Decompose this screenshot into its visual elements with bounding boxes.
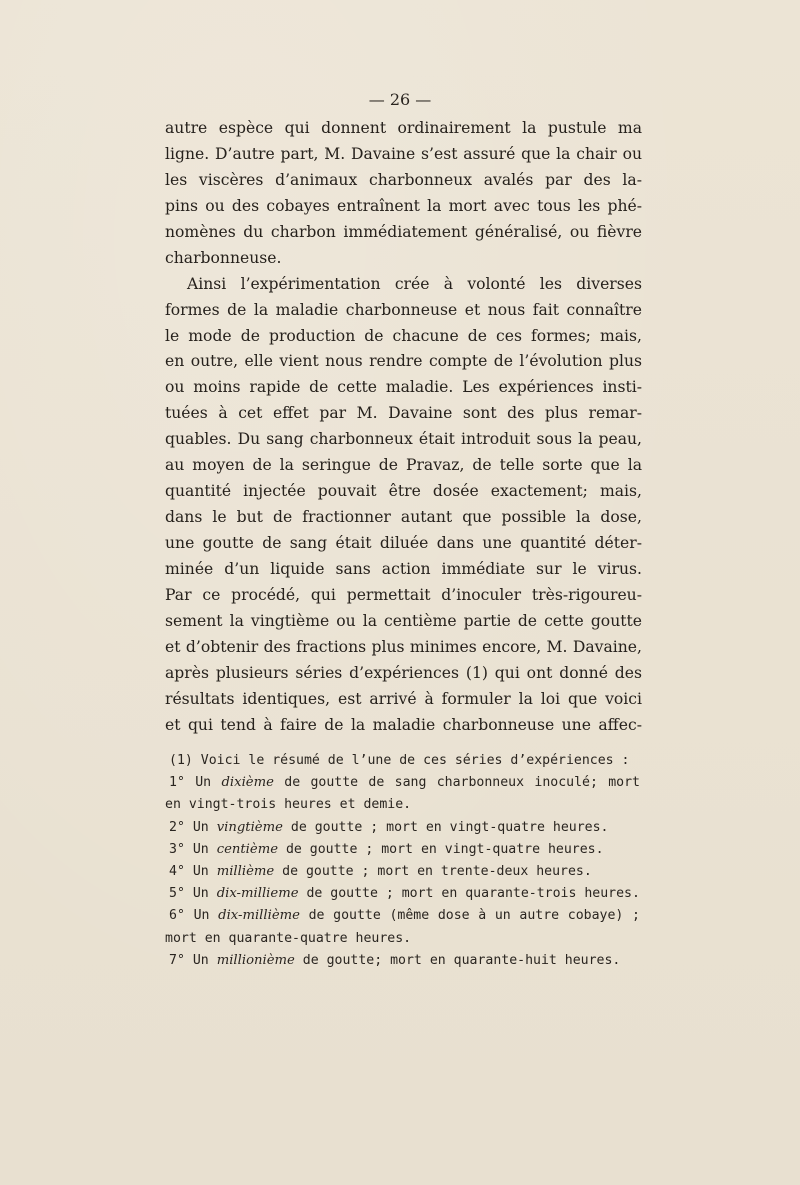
text-line: quantité injectée pouvait être dosée exactement; mais, xyxy=(165,482,642,501)
footnote-item-continuation: mort en quarante-quatre heures. xyxy=(165,930,412,946)
text-line: charbonneuse. xyxy=(165,248,282,267)
text-line: tuées à cet effet par M. Davaine sont des plus remar- xyxy=(165,404,642,423)
text-line: dans le but de fractionner autant que possible la dose, xyxy=(165,508,642,527)
text-line: formes de la maladie charbonneuse et nous fait connaître xyxy=(165,300,642,319)
text-line: et d’obtenir des fractions plus minimes encore, M. Davaine, xyxy=(165,637,642,656)
footnote-item: 5° Un dix-millieme de goutte ; mort en quarante-trois heures. xyxy=(169,886,640,902)
page-number: — 26 — xyxy=(368,90,432,109)
text-line: en outre, elle vient nous rendre compte de l’évolution plus xyxy=(165,352,642,371)
text-line: autre espèce qui donnent ordinairement la pustule ma xyxy=(165,119,642,137)
text-line: minée d’un liquide sans action immédiate sur le virus. xyxy=(165,559,642,578)
footnote xyxy=(165,750,640,972)
text-line: au moyen de la seringue de Pravaz, de telle sorte que la xyxy=(165,456,642,475)
footnote-item: 4° Un millième de goutte ; mort en trente-deux heures. xyxy=(169,863,592,879)
text-line: et qui tend à faire de la maladie charbonneuse une affec- xyxy=(165,715,642,734)
text-line: les viscères d’animaux charbonneux avalés par des la- xyxy=(165,170,642,189)
footnote-item: 2° Un vingtième de goutte ; mort en vingt-quatre heures. xyxy=(169,819,609,835)
text-line: Ainsi l’expérimentation crée à volonté les diverses xyxy=(187,274,642,293)
footnote-item: 7° Un millionième de goutte; mort en quarante-huit heures. xyxy=(169,952,621,968)
text-line: sement la vingtième ou la centième partie de cette goutte xyxy=(165,611,642,630)
text-line: le mode de production de chacune de ces formes; mais, xyxy=(165,326,642,345)
text-line: Par ce procédé, qui permettait d’inoculer très-rigoureu- xyxy=(165,585,642,604)
footnote-item-continuation: en vingt-trois heures et demie. xyxy=(165,797,412,813)
text-line: après plusieurs séries d’expériences (1) qui ont donné des xyxy=(165,663,642,682)
text-line: ou moins rapide de cette maladie. Les expériences insti- xyxy=(165,378,642,397)
main-text xyxy=(165,116,642,739)
text-line: une goutte de sang était diluée dans une quantité déter- xyxy=(165,534,642,552)
footnote-item: 6° Un dix-millième de goutte (même dose à un autre cobaye) ; xyxy=(169,908,640,924)
text-line: nomènes du charbon immédiatement généralisé, ou fièvre xyxy=(165,222,642,241)
footnote-item: 1° Un dixième de goutte de sang charbonneux inoculé; mort xyxy=(169,775,640,791)
text-line: ligne. D’autre part, M. Davaine s’est assuré que la chair ou xyxy=(165,144,642,163)
text-line: pins ou des cobayes entraînent la mort avec tous les phé- xyxy=(165,196,642,215)
text-line: quables. Du sang charbonneux était introduit sous la peau, xyxy=(165,430,642,449)
footnote-intro: (1) Voici le résumé de l’une de ces séries d’expériences : xyxy=(169,753,630,768)
text-line: résultats identiques, est arrivé à formuler la loi que voici xyxy=(165,689,642,708)
footnote-item: 3° Un centième de goutte ; mort en vingt-quatre heures. xyxy=(169,841,604,857)
